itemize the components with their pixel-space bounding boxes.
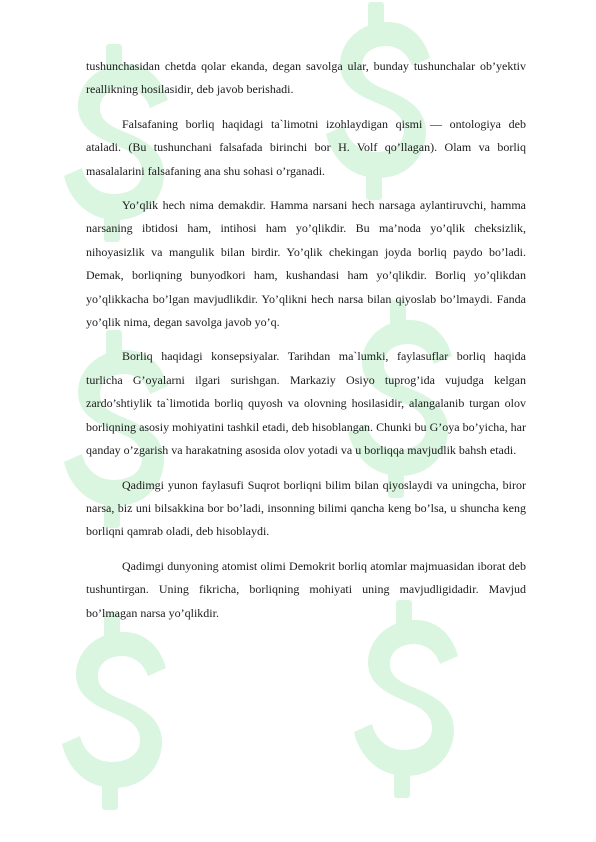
paragraph: Yo’qlik hech nima demakdir. Hamma narsani hech narsaga aylantiruvchi, hamma narsaning ibtidosi ham, intihosi ham yo’qlikdir. Bu ma’noda yo’qlik cheksizlik, nihoyasizlik va mangulik bilan birdir. Yo’qlik chekingan joyda borliq paydo bo’ladi. Demak, borliqning bunyodkori ham, kushandasi ham yo’qlikdir. Borliq yo’qlikdan yo’qlikkacha bo’lgan mavjudlikdir. Yo’qlikni hech narsa bilan qiyoslab bo’lmaydi. Fanda yo’qlik nima, degan savolga javob yo’q. [86, 198, 526, 330]
paragraph: Borliq haqidagi konsepsiyalar. Tarihdan ma`lumki, faylasuflar borliq haqida turlicha G’oyalarni ilgari surishgan. Markaziy Osiyo tuprog’ida vujudga kelgan zardo’shtiylik ta`limotida borliq quyosh va olovning hosilasidir, alangalanib turgan olov borliqning asosiy mohiyatini tashkil etadi, deb hisoblangan. Chunki bu G’oya bo’yicha, har qanday o’zgarish va harakatning asosida olov yotadi va u borliqqa mavjudlik bahsh etadi. [86, 349, 526, 458]
document-body [86, 55, 526, 636]
watermark-logo-icon [54, 612, 174, 812]
paragraph: Falsafaning borliq haqidagi ta`limotni izohlaydigan qismi — ontologiya deb ataladi. (Bu tushunchani falsafada birinchi bor H. Volf qo’llagan). Olam va borliq masalalarini falsafaning ana shu sohasi o’rganadi. [86, 116, 526, 178]
paragraph: Qadimgi yunon faylasufi Suqrot borliqni bilim bilan qiyoslaydi va uningcha, biror narsa, biz uni bilsakkina bor bo’ladi, insonning bilimi qancha keng bo’lsa, u shuncha keng borliqni qamrab oladi, deb hisoblaydi. [86, 477, 526, 539]
paragraph: Qadimgi dunyoning atomist olimi Demokrit borliq atomlar majmuasidan iborat deb tushuntirgan. Uning fikricha, borliqning mohiyati uning mavjudligidadir. Mavjud bo’lmagan narsa yo’qlikdir. [86, 558, 526, 620]
paragraph: tushunchasidan chetda qolar ekanda, degan savolga ular, bunday tushunchalar ob’yektiv reallikning hosilasidir, deb javob berishadi. [86, 59, 526, 97]
